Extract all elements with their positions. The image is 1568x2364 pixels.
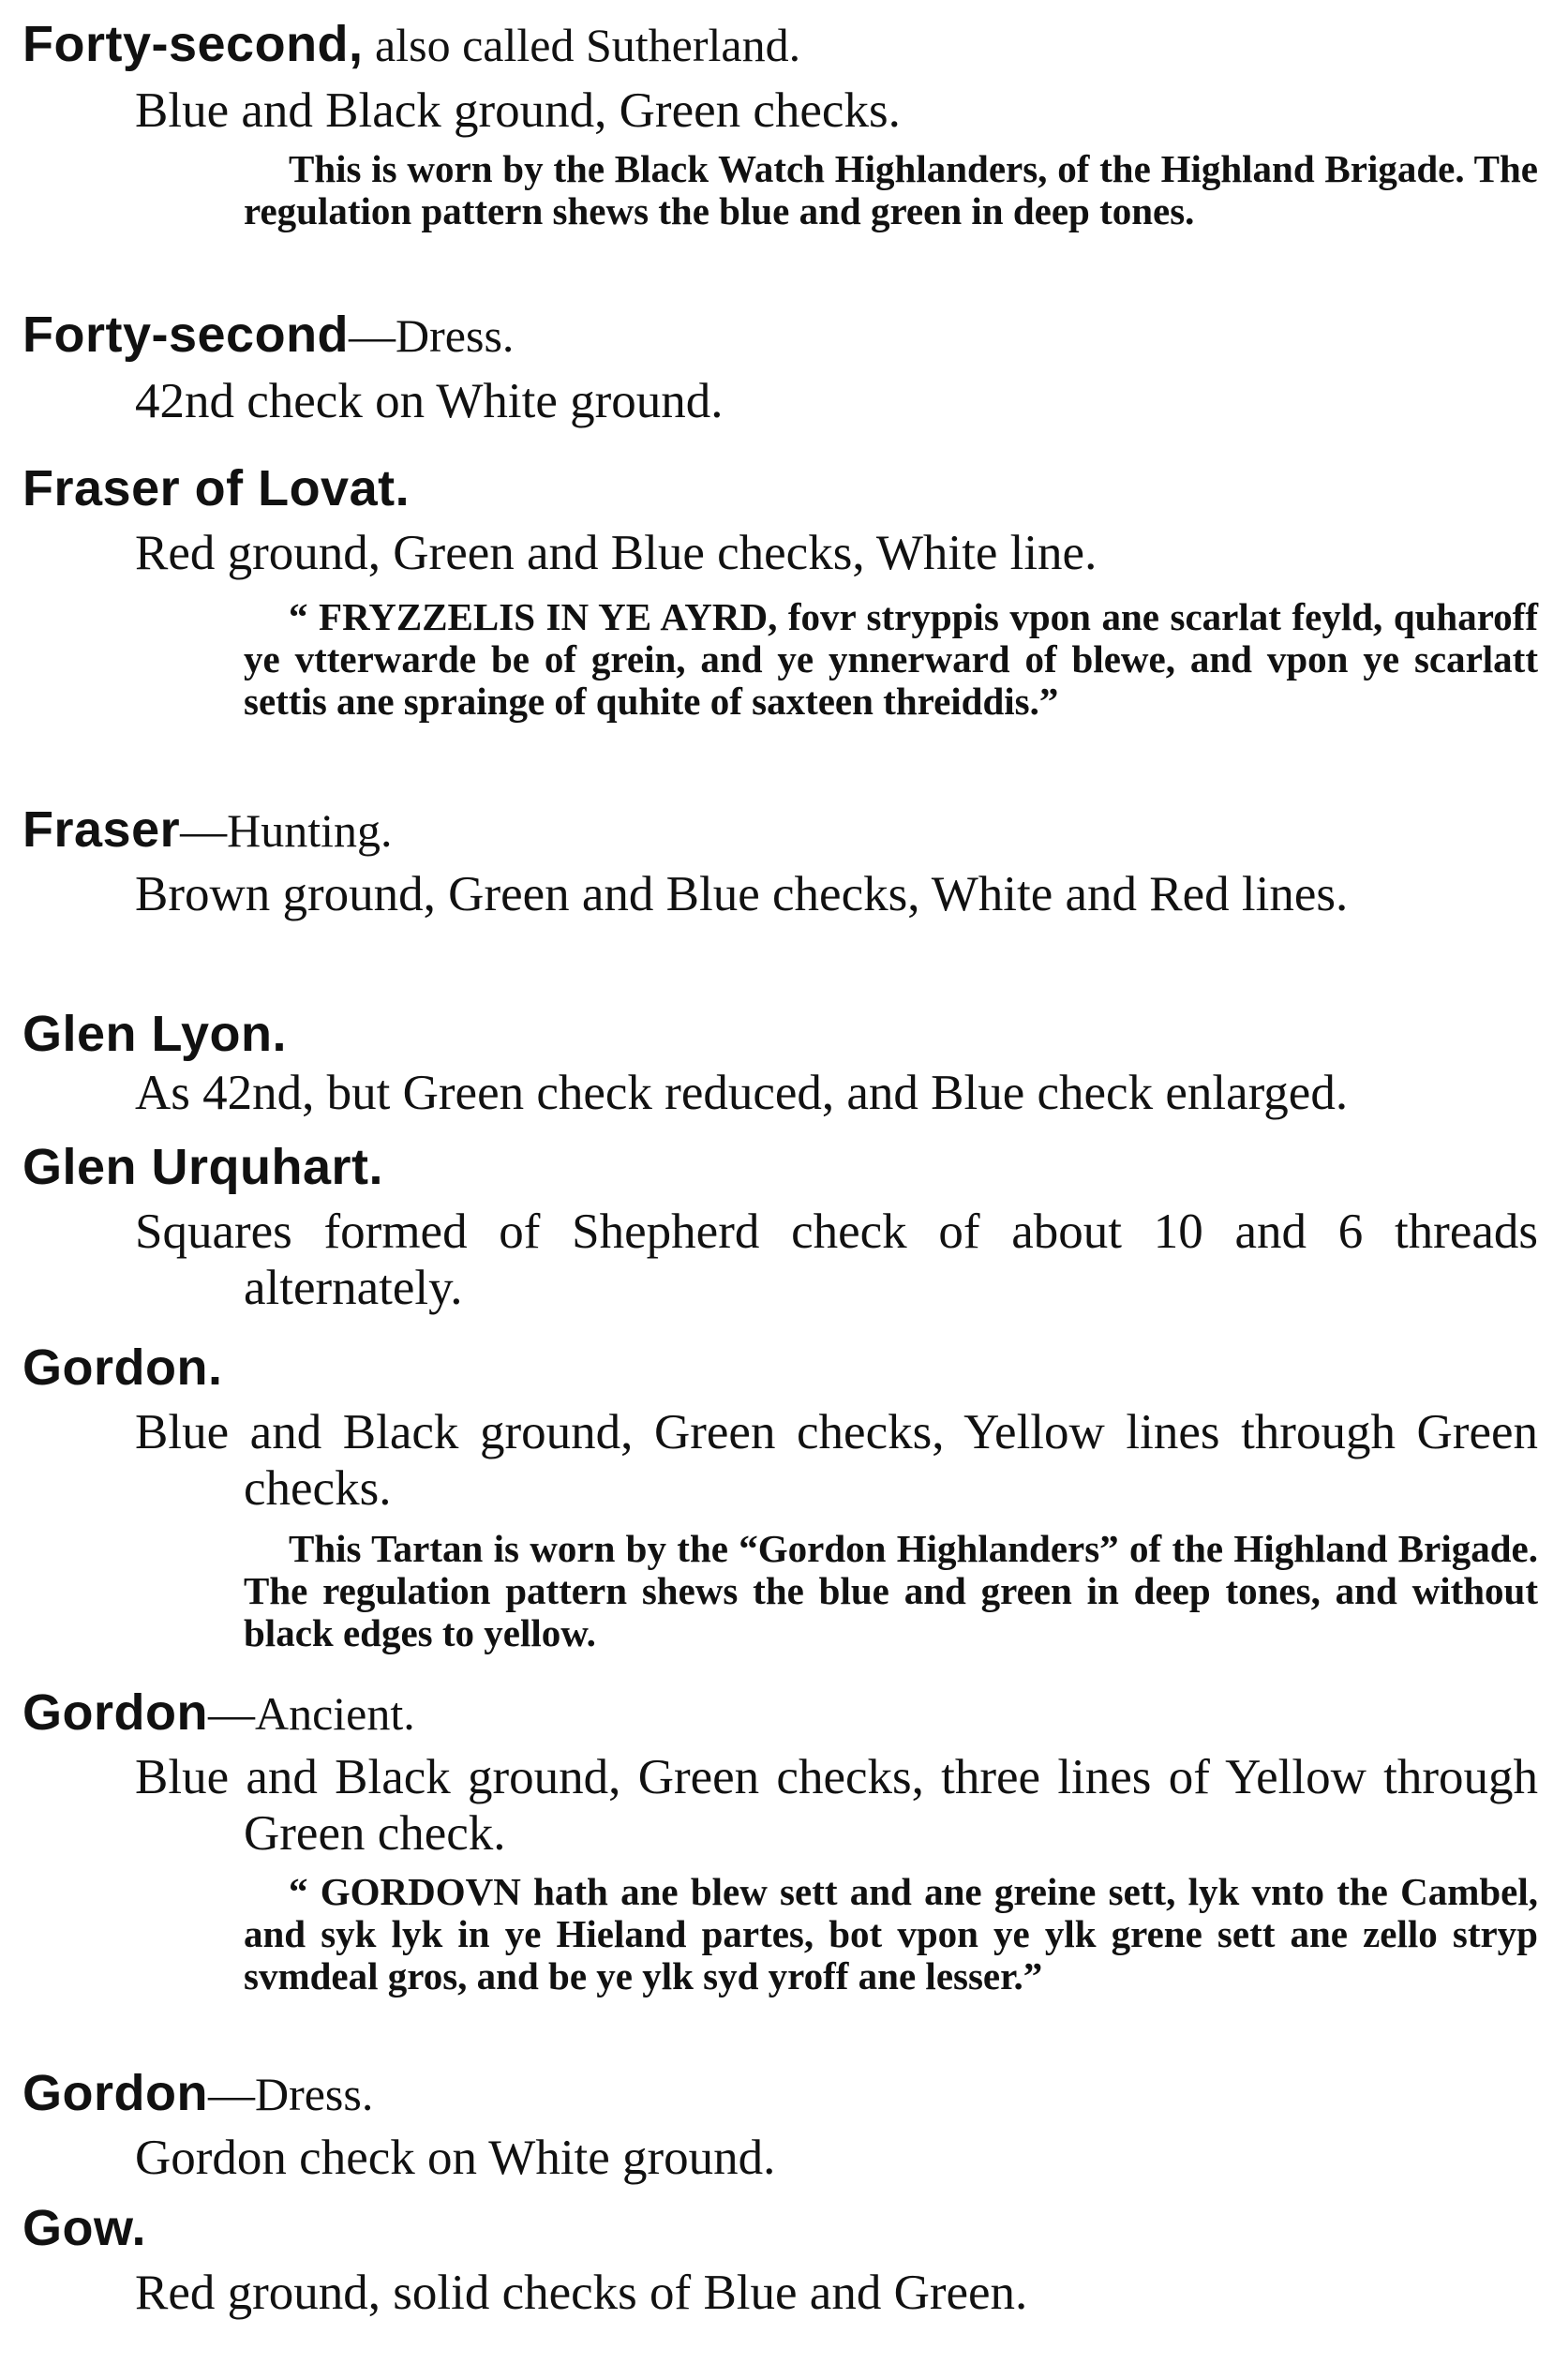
entry-heading <box>22 1684 415 1741</box>
entry-name: Forty-second, <box>22 16 364 72</box>
entry-qualifier: —Ancient. <box>207 1687 415 1740</box>
entry-note: This Tartan is worn by the “Gordon Highlanders” of the Highland Brigade. The regulation pattern shews the blue and green in deep tones, and without black edges to yellow. <box>244 1527 1538 1654</box>
entry-name: Glen Lyon. <box>22 1006 288 1062</box>
entry-name: Fraser of Lovat. <box>22 460 411 516</box>
entry-qualifier: —Hunting. <box>180 804 393 857</box>
entry-heading <box>22 16 801 72</box>
entry-name: Gordon <box>22 1684 208 1741</box>
entry-description: Blue and Black ground, Green checks, three lines of Yellow through Green check. <box>135 1750 1538 1861</box>
entry-heading <box>22 1139 384 1195</box>
entry-qualifier: —Dress. <box>207 2068 374 2120</box>
entry-heading <box>22 2200 146 2256</box>
entry-heading <box>22 2065 374 2121</box>
entry-description: Red ground, Green and Blue checks, White line. <box>135 526 1098 580</box>
entry-name: Gordon <box>22 2065 208 2121</box>
entry-qualifier: —Dress. <box>349 309 515 362</box>
entry-heading <box>22 801 393 858</box>
entry-name: Fraser <box>22 801 181 858</box>
entry-name: Gow. <box>22 2200 146 2256</box>
entry-description: Brown ground, Green and Blue checks, White and Red lines. <box>135 867 1349 921</box>
entry-description: Blue and Black ground, Green checks. <box>135 83 901 138</box>
entry-description: Blue and Black ground, Green checks, Yellow lines through Green checks. <box>135 1405 1538 1516</box>
entry-heading <box>22 307 515 363</box>
entry-note: This is worn by the Black Watch Highlanders, of the Highland Brigade. The regulation pattern shews the blue and green in deep tones. <box>244 147 1538 232</box>
entry-note: “ GORDOVN hath ane blew sett and ane greine sett, lyk vnto the Cambel, and syk lyk in ye Hieland partes, bot vpon ye ylk grene sett ane zello stryp svmdeal gros, and be ye ylk syd yroff ane lesser.” <box>244 1870 1538 1997</box>
entry-name: Forty-second <box>22 307 350 363</box>
entry-heading <box>22 460 411 516</box>
entry-description: Squares formed of Shepherd check of about 10 and 6 threads alternately. <box>135 1204 1538 1315</box>
entry-description: 42nd check on White ground. <box>135 374 724 428</box>
entry-qualifier: also called Sutherland. <box>363 19 801 71</box>
entry-description: Red ground, solid checks of Blue and Green. <box>135 2266 1028 2320</box>
entry-note: “ FRYZZELIS IN YE AYRD, fovr stryppis vpon ane scarlat feyld, quharoff ye vtterwarde be of grein, and ye ynnerward of blewe, and vpon ye scarlatt settis ane sprainge of quhite of saxteen threiddis.” <box>244 595 1538 723</box>
entry-description: As 42nd, but Green check reduced, and Blue check enlarged. <box>135 1066 1349 1120</box>
entry-heading <box>22 1339 223 1396</box>
entry-name: Gordon. <box>22 1339 223 1396</box>
entry-description: Gordon check on White ground. <box>135 2131 776 2185</box>
entry-name: Glen Urquhart. <box>22 1139 384 1195</box>
entry-heading <box>22 1006 288 1062</box>
